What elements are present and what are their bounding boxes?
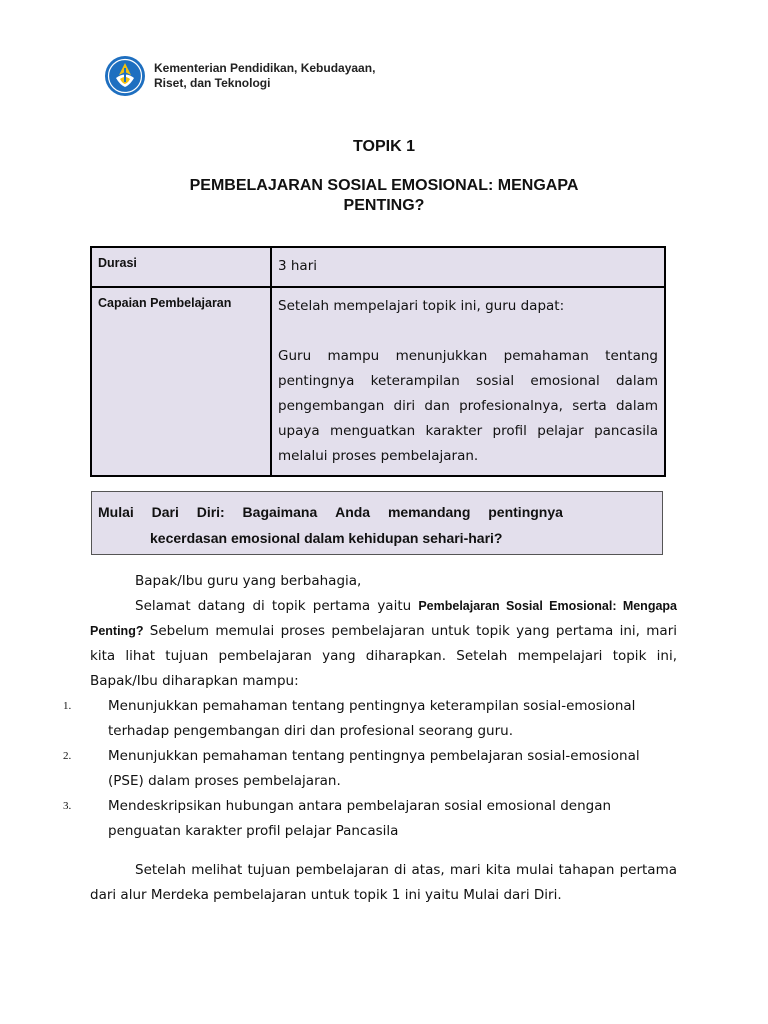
question-box — [91, 491, 663, 555]
question-word: pentingnya — [488, 504, 563, 520]
list-item-text: Mendeskripsikan hubungan antara pembelajaran sosial emosional dengan penguatan karakter profil pelajar Pancasila — [108, 798, 612, 839]
objectives-list — [63, 694, 677, 844]
question-word: memandang — [387, 504, 471, 520]
welcome-paragraph — [90, 594, 677, 694]
welcome-end: Sebelum memulai proses pembelajaran untuk topik yang pertama ini, mari kita lihat tujuan pembelajaran yang diharapkan. Setelah mempelajari topik ini, Bapak/Ibu diharapkan mampu: — [90, 623, 677, 689]
ministry-name — [154, 61, 375, 91]
list-number: 2. — [63, 750, 72, 762]
question-word: Dari — [151, 504, 179, 520]
capaian-label: Capaian Pembelajaran — [91, 287, 271, 476]
question-word: Diri: — [196, 504, 225, 520]
list-number: 1. — [63, 700, 72, 712]
header — [104, 54, 375, 98]
info-table — [90, 246, 666, 477]
capaian-value — [271, 287, 665, 476]
page-title — [150, 176, 618, 216]
list-item — [63, 744, 677, 794]
title-line-2: PENTING? — [343, 197, 425, 214]
durasi-label: Durasi — [91, 247, 271, 287]
capaian-text: Guru mampu menunjukkan pemahaman tentang pentingnya keterampilan sosial emosional dalam pengembangan diri dan profesionalnya, serta dalam upaya menguatkan karakter profil pelajar pancasila melalui proses pembelajaran. — [278, 348, 658, 464]
greeting: Bapak/Ibu guru yang berbahagia, — [135, 573, 362, 589]
list-item — [63, 694, 677, 744]
question-word: Mulai — [98, 504, 134, 520]
list-item-text: Menunjukkan pemahaman tentang pentingnya pembelajaran sosial-emosional (PSE) dalam proses pembelajaran. — [108, 748, 640, 789]
table-row — [91, 247, 665, 287]
tut-wuri-handayani-logo-icon — [104, 54, 146, 98]
topic-name-bold: Pembelajaran Sosial Emosional: Mengapa Penting? — [90, 599, 677, 638]
ministry-line-1: Kementerian Pendidikan, Kebudayaan, — [154, 61, 376, 75]
ministry-line-2: Riset, dan Teknologi — [154, 76, 271, 90]
welcome-start: Selamat datang di topik pertama yaitu — [135, 598, 419, 614]
closing-paragraph: Setelah melihat tujuan pembelajaran di atas, mari kita mulai tahapan pertama dari alur Merdeka pembelajaran untuk topik 1 ini yaitu Mulai dari Diri. — [90, 862, 677, 903]
list-item — [63, 794, 677, 844]
question-line-2: kecerdasan emosional dalam kehidupan sehari-hari? — [150, 530, 503, 546]
title-line-1: PEMBELAJARAN SOSIAL EMOSIONAL: MENGAPA — [189, 177, 579, 194]
durasi-value: 3 hari — [271, 247, 665, 287]
body-text — [63, 569, 677, 908]
list-number: 3. — [63, 800, 72, 812]
capaian-intro: Setelah mempelajari topik ini, guru dapat: — [278, 298, 565, 314]
list-item-text: Menunjukkan pemahaman tentang pentingnya keterampilan sosial-emosional terhadap pengembangan diri dan profesional seorang guru. — [108, 698, 636, 739]
topic-label: TOPIK 1 — [353, 138, 415, 155]
table-row — [91, 287, 665, 476]
question-line-1 — [98, 499, 563, 525]
question-word: Anda — [335, 504, 371, 520]
question-word: Bagaimana — [242, 504, 318, 520]
